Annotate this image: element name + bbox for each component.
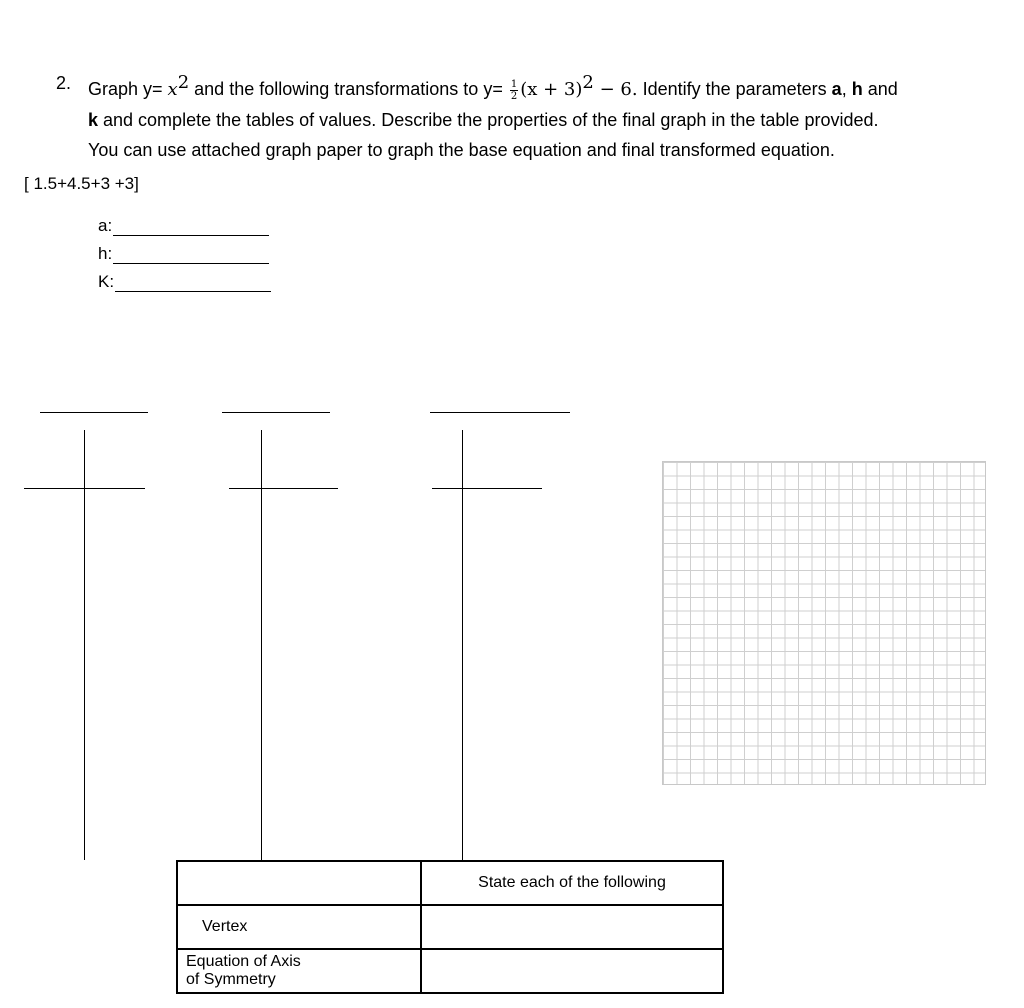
param-a-blank[interactable] [113,221,269,236]
table3-title-blank[interactable] [430,412,570,413]
param-k-field[interactable] [98,272,271,292]
table3-divider-line [462,430,463,860]
param-a-bold: a [831,79,842,99]
question-text [88,68,988,165]
param-h-label: h: [98,244,113,263]
vertex-label: Vertex [177,905,421,949]
math-expression-exponent: 2 [582,72,594,93]
properties-row-axis-of-symmetry [177,949,723,993]
text-complete-tables: and complete the tables of values. Describe the properties of the final graph in the table provided. [98,110,879,130]
table2-divider-line [261,430,262,860]
param-a-field[interactable] [98,216,269,236]
fraction-one-half [510,79,518,102]
param-h-blank[interactable] [113,249,269,264]
question-line-2 [88,105,988,135]
vertex-answer-cell[interactable] [421,905,723,949]
param-h-bold: h [851,79,863,99]
question-number: 2. [56,73,72,93]
properties-header-empty [177,861,421,905]
table3-header-line [432,488,542,489]
table2-header-line [229,488,338,489]
axis-label-line2: of Symmetry [186,971,276,988]
param-k-blank[interactable] [115,277,271,292]
math-expression: (x + 3) [520,79,583,100]
math-x: x [167,79,178,100]
properties-row-vertex [177,905,723,949]
properties-header-row [177,861,723,905]
properties-header-label: State each of the following [421,861,723,905]
param-h-field[interactable] [98,244,269,264]
question-line-1 [88,68,988,105]
axis-of-symmetry-label [177,949,421,993]
graph-paper-grid[interactable] [662,461,986,785]
param-k-label: K: [98,272,115,291]
text-comma: , [841,79,852,99]
axis-label-line1: Equation of Axis [186,953,301,970]
text-identify-parameters: Identify the parameters [637,79,832,99]
properties-table [176,860,724,994]
text-graph-y: Graph y= [88,79,168,99]
table1-title-blank[interactable] [40,412,148,413]
param-a-label: a: [98,216,113,235]
axis-of-symmetry-answer-cell[interactable] [421,949,723,993]
table1-divider-line [84,430,85,860]
marks-allocation: [ 1.5+4.5+3 +3] [24,174,139,193]
table2-title-blank[interactable] [222,412,330,413]
fraction-numerator: 1 [510,78,518,90]
text-transformations: and the following transformations to y= [189,79,508,99]
math-exponent: 2 [177,72,190,93]
param-k-bold: k [88,110,99,130]
fraction-denominator: 2 [510,90,518,102]
text-and: and [862,79,898,99]
math-expression-tail: − 6. [593,79,638,100]
question-line-3: You can use attached graph paper to graph the base equation and final transformed equation. [88,140,835,160]
